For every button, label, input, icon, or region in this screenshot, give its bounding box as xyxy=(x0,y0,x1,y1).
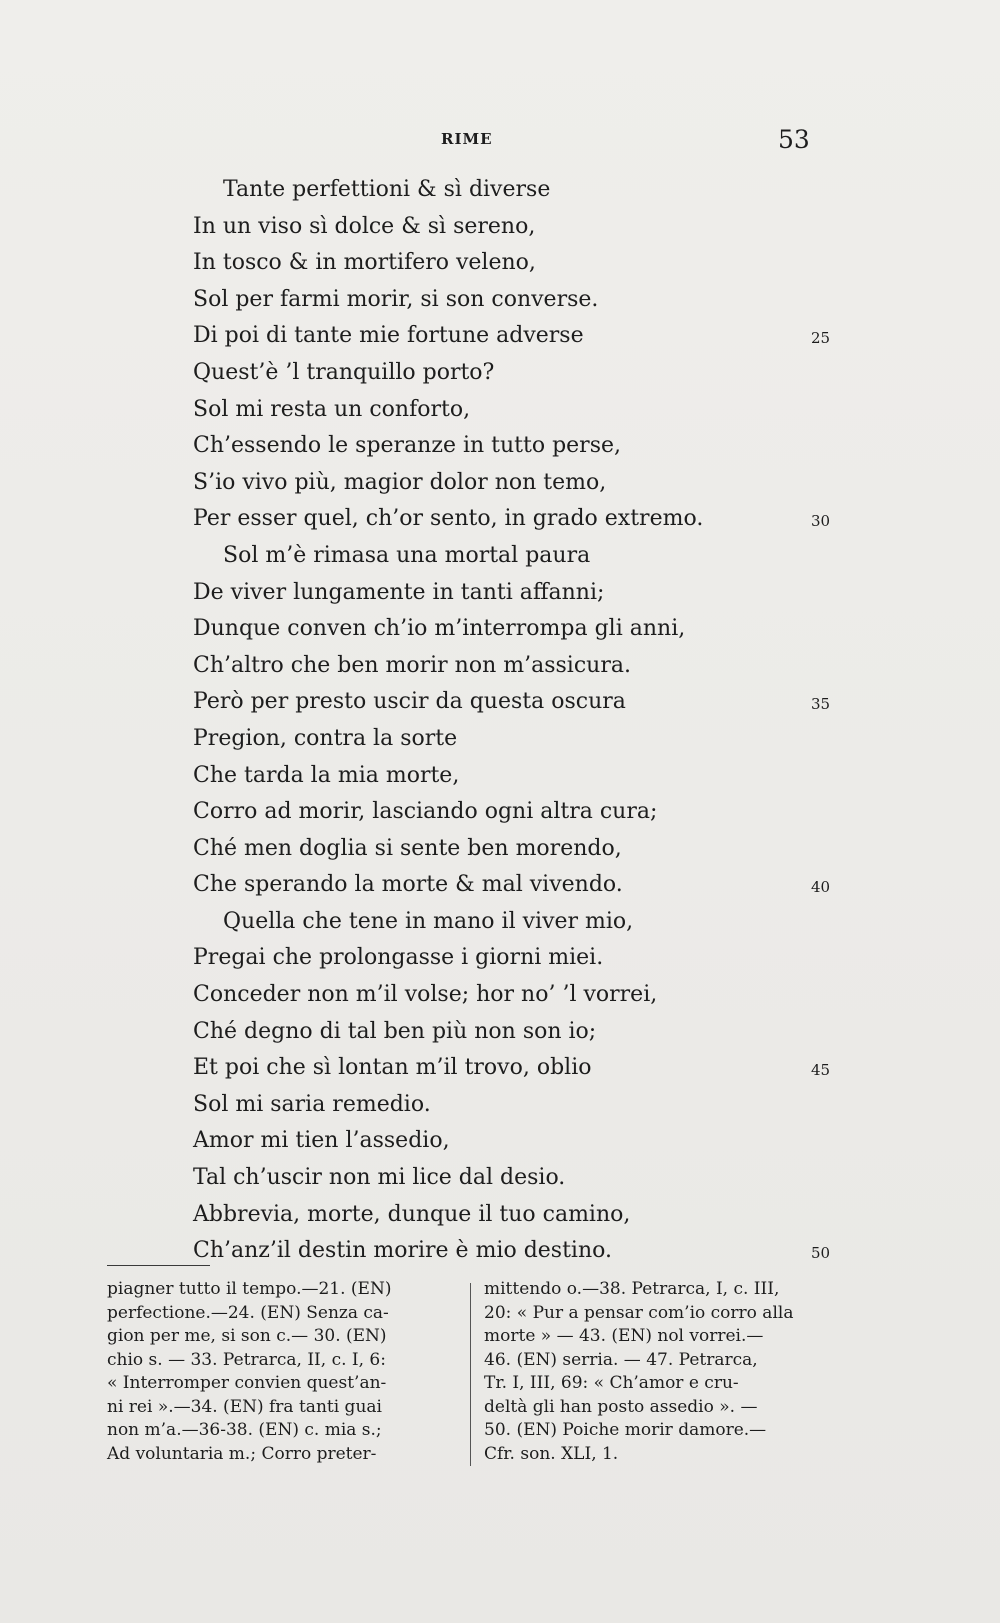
poem-line-text: Dunque conven ch’io m’interrompa gli anni, xyxy=(193,616,686,642)
footnote-line: piagner tutto il tempo.—21. (EN) xyxy=(107,1279,392,1299)
poem-line-text: Di poi di tante mie fortune adverse xyxy=(193,323,584,349)
line-number: 25 xyxy=(811,329,831,348)
line-number: 50 xyxy=(811,1244,831,1263)
poem-line-text: Ché men doglia si sente ben morendo, xyxy=(193,835,622,861)
footnote-line: perfectione.—24. (EN) Senza ca- xyxy=(107,1302,389,1323)
poem-line xyxy=(193,318,831,355)
poem-line xyxy=(193,611,813,648)
poem-line-text: Abbrevia, morte, dunque il tuo camino, xyxy=(193,1201,631,1227)
poem-line-text: Quest’è ’l tranquillo porto? xyxy=(193,359,495,385)
running-header: RIME xyxy=(441,130,493,148)
poem-line xyxy=(193,575,813,612)
line-number: 45 xyxy=(811,1061,831,1080)
footnote-line: Ad voluntaria m.; Corro preter- xyxy=(107,1443,377,1464)
footnote-line: 50. (EN) Poiche morir damore.— xyxy=(484,1420,767,1440)
poem-line xyxy=(193,977,813,1014)
poem-line-text: Pregion, contra la sorte xyxy=(193,725,458,751)
poem-line-text: Quella che tene in mano il viver mio, xyxy=(223,908,634,934)
poem-line xyxy=(193,1160,813,1197)
poem-line-text: In un viso sì dolce & sì sereno, xyxy=(193,213,536,239)
footnote-line: 20: « Pur a pensar com’io corro alla xyxy=(484,1302,794,1323)
poem-line-text: Corro ad morir, lasciando ogni altra cura; xyxy=(193,799,658,825)
poem-line xyxy=(193,648,813,685)
poem-line xyxy=(193,940,813,977)
footnote-line: chio s. — 33. Petrarca, II, c. I, 6: xyxy=(107,1349,386,1370)
poem-line-text: Ch’essendo le speranze in tutto perse, xyxy=(193,433,622,459)
poem-line-text: In tosco & in mortifero veleno, xyxy=(193,250,536,276)
footnote-line: 46. (EN) serria. — 47. Petrarca, xyxy=(484,1349,758,1370)
poem-line xyxy=(193,758,813,795)
footnote-line: gion per me, si son c.— 30. (EN) xyxy=(107,1326,387,1346)
poem-line-text: Però per presto uscir da questa oscura xyxy=(193,689,626,715)
poem-line-text: Pregai che prolongasse i giorni miei. xyxy=(193,945,604,971)
poem-line-text: Per esser quel, ch’or sento, in grado extremo. xyxy=(193,506,704,532)
poem-line-text: Conceder non m’il volse; hor no’ ’l vorrei, xyxy=(193,982,658,1008)
poem-line xyxy=(193,1087,813,1124)
poem-line xyxy=(193,794,813,831)
poem-line xyxy=(193,465,813,502)
footnotes-left-column xyxy=(107,1278,391,1466)
footnote-line: « Interromper convien quest’an- xyxy=(107,1373,387,1393)
poem-line xyxy=(193,538,813,575)
poem-line xyxy=(193,1233,831,1270)
poem-line xyxy=(193,684,831,721)
poem-line xyxy=(193,1014,813,1051)
page-number: 53 xyxy=(778,125,810,154)
line-number: 30 xyxy=(811,512,831,531)
poem-line xyxy=(193,867,831,904)
poem-line xyxy=(193,282,813,319)
poem-line xyxy=(193,392,813,429)
poem-line-text: Sol mi saria remedio. xyxy=(193,1091,431,1117)
poem-line-text: S’io vivo più, magior dolor non temo, xyxy=(193,469,607,495)
footnote-line: mittendo o.—38. Petrarca, I, c. III, xyxy=(484,1279,780,1299)
poem-line-text: Tante perfettioni & sì diverse xyxy=(223,177,551,202)
poem-line xyxy=(193,904,813,941)
poem-line-text: Amor mi tien l’assedio, xyxy=(193,1128,450,1154)
footnote-rule xyxy=(107,1265,210,1266)
footnote-line: ni rei ».—34. (EN) fra tanti guai xyxy=(107,1396,382,1417)
footnotes-right-column xyxy=(484,1278,793,1466)
poem-line-text: Sol m’è rimasa una mortal paura xyxy=(223,542,591,568)
footnote-line: morte » — 43. (EN) nol vorrei.— xyxy=(484,1326,764,1346)
poem-line xyxy=(193,172,813,209)
line-number: 40 xyxy=(811,878,831,897)
poem-line-text: Sol per farmi morir, si son converse. xyxy=(193,286,599,312)
poem-text xyxy=(193,172,831,1270)
poem-line xyxy=(193,245,813,282)
line-number: 35 xyxy=(811,695,831,714)
footnote-line: Tr. I, III, 69: « Ch’amor e cru- xyxy=(484,1373,739,1393)
poem-line-text: Ch’anz’il destin morire è mio destino. xyxy=(193,1238,612,1264)
poem-line-text: Che sperando la morte & mal vivendo. xyxy=(193,872,623,898)
poem-line xyxy=(193,721,813,758)
poem-line xyxy=(193,1050,831,1087)
poem-line-text: De viver lungamente in tanti affanni; xyxy=(193,579,605,605)
poem-line xyxy=(193,428,813,465)
poem-line xyxy=(193,355,813,392)
poem-line xyxy=(193,1197,813,1234)
poem-line xyxy=(193,1123,813,1160)
notes-divider xyxy=(470,1283,471,1466)
poem-line-text: Ch’altro che ben morir non m’assicura. xyxy=(193,652,631,678)
poem-line-text: Tal ch’uscir non mi lice dal desio. xyxy=(193,1165,566,1191)
poem-line xyxy=(193,831,813,868)
poem-line-text: Che tarda la mia morte, xyxy=(193,762,460,788)
poem-line xyxy=(193,501,831,538)
footnote-line: Cfr. son. XLI, 1. xyxy=(484,1443,619,1464)
footnote-line: deltà gli han posto assedio ». — xyxy=(484,1396,758,1417)
poem-line-text: Ché degno di tal ben più non son io; xyxy=(193,1018,597,1044)
poem-line-text: Sol mi resta un conforto, xyxy=(193,396,471,422)
poem-line-text: Et poi che sì lontan m’il trovo, oblio xyxy=(193,1055,592,1081)
poem-line xyxy=(193,209,813,246)
footnote-line: non m’a.—36-38. (EN) c. mia s.; xyxy=(107,1420,382,1440)
